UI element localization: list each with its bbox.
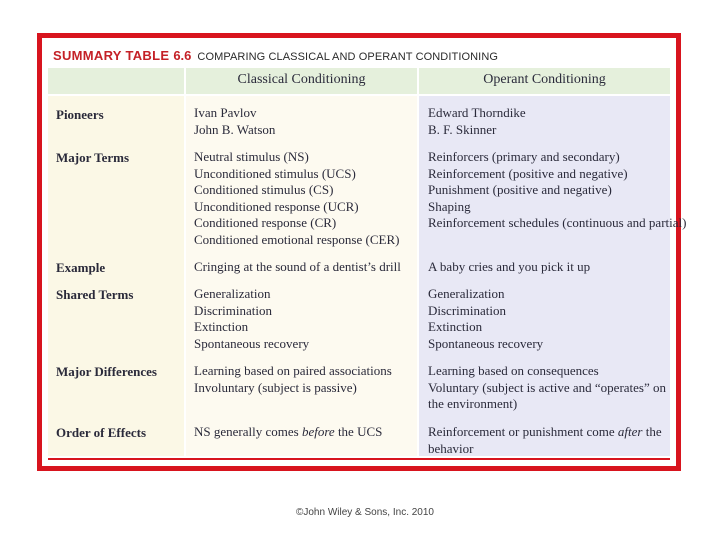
summary-table <box>48 68 687 456</box>
cell-major-differences-classical <box>194 363 392 396</box>
row-label-example: Example <box>56 260 106 275</box>
table-title <box>53 48 498 65</box>
list-item <box>194 424 382 441</box>
cell-order-of-effects-operant <box>428 424 666 457</box>
list-item: A baby cries and you pick it up <box>428 259 591 274</box>
cell-major-differences-operant <box>428 363 666 413</box>
emphasis-text: after <box>617 424 643 439</box>
row-label-order-of-effects: Order of Effects <box>56 425 147 440</box>
list-item: Generalization <box>428 286 505 301</box>
list-item: Punishment (positive and negative) <box>428 182 612 197</box>
cell-example-operant <box>428 259 590 276</box>
title-number: 6.6 <box>173 48 192 63</box>
table-frame <box>37 33 687 471</box>
cell-pioneers-classical <box>194 105 275 138</box>
list-item: Reinforcers (primary and secondary) <box>428 149 620 164</box>
title-subtitle: COMPARING CLASSICAL AND OPERANT CONDITIONING <box>197 51 499 63</box>
text-part: the behavior <box>428 424 662 456</box>
list-item: Generalization <box>194 286 271 301</box>
list-item: Neutral stimulus (NS) <box>194 149 309 164</box>
list-item: Voluntary (subject is active and “operates” on the environment) <box>428 379 667 411</box>
cell-example-classical <box>194 259 401 276</box>
list-item: Reinforcement schedules (continuous and partial) <box>428 215 687 230</box>
header-operant: Operant Conditioning <box>419 68 670 94</box>
list-item: B. F. Skinner <box>428 121 497 137</box>
list-item: Conditioned response (CR) <box>194 215 337 230</box>
list-item: Shaping <box>428 198 471 214</box>
emphasis-text: before <box>301 424 335 439</box>
list-item: Conditioned stimulus (CS) <box>194 182 334 197</box>
list-item: Discrimination <box>194 302 272 318</box>
cell-major-terms-operant <box>428 149 686 232</box>
text-part: NS generally comes <box>194 424 302 439</box>
cell-shared-terms-classical <box>194 286 309 352</box>
list-item: Unconditioned response (UCR) <box>194 198 359 214</box>
list-item: Edward Thorndike <box>428 105 526 120</box>
text-part: Reinforcement or punishment come <box>428 424 618 439</box>
list-item: Spontaneous recovery <box>194 335 310 351</box>
list-item: Cringing at the sound of a dentist’s drill <box>194 259 401 274</box>
list-item: Conditioned emotional response (CER) <box>194 231 400 247</box>
row-label-major-terms: Major Terms <box>56 150 130 165</box>
cell-major-terms-classical <box>194 149 399 248</box>
copyright-footer: ©John Wiley & Sons, Inc. 2010 <box>296 507 434 518</box>
cell-shared-terms-operant <box>428 286 543 352</box>
list-item: Learning based on paired associations <box>194 363 392 378</box>
list-item: Extinction <box>194 319 249 334</box>
table-panel <box>42 38 687 466</box>
list-item: Spontaneous recovery <box>428 335 544 351</box>
row-label-pioneers: Pioneers <box>56 107 104 122</box>
row-label-major-differences: Major Differences <box>56 364 157 379</box>
cell-order-of-effects-classical <box>194 424 382 441</box>
bottom-rule <box>48 458 670 460</box>
text-part: the UCS <box>334 424 383 439</box>
cell-pioneers-operant <box>428 105 526 138</box>
list-item: Ivan Pavlov <box>194 105 257 120</box>
title-label: SUMMARY TABLE <box>53 48 170 63</box>
list-item: Unconditioned stimulus (UCS) <box>194 165 356 181</box>
header-classical: Classical Conditioning <box>186 68 417 94</box>
list-item: Involuntary (subject is passive) <box>194 379 357 395</box>
header-blank <box>48 68 184 94</box>
list-item: Reinforcement (positive and negative) <box>428 165 628 181</box>
list-item: Learning based on consequences <box>428 363 599 378</box>
list-item <box>428 424 666 457</box>
row-label-shared-terms: Shared Terms <box>56 287 134 302</box>
list-item: Extinction <box>428 319 483 334</box>
list-item: Discrimination <box>428 302 506 318</box>
list-item: John B. Watson <box>194 121 276 137</box>
